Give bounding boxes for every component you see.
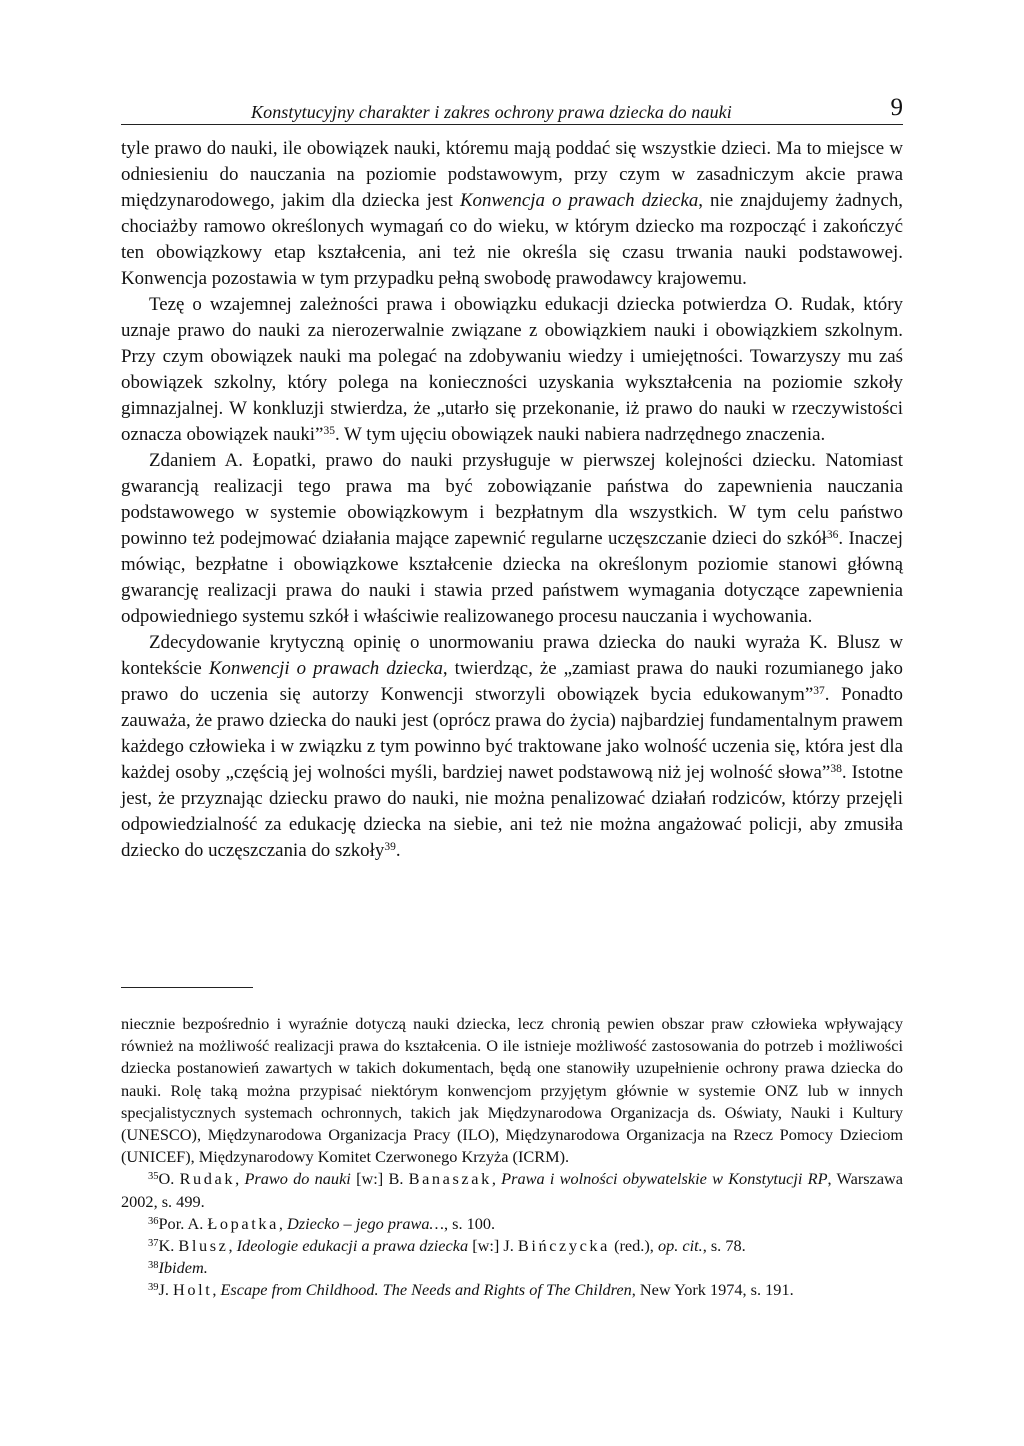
italic-title: Ideologie edukacji a prawa dziecka	[236, 1236, 469, 1256]
author-name: Banaszak	[408, 1169, 492, 1189]
text-span: . Ponadto zauważa, że prawo dziecka do nauki jest (oprócz prawa do życia) najbardziej fundamentalnym prawem każdego człowieka i w związku z tym powinno być traktowane jako wolność uczenia się, która jest dla każdej osoby „częścią jej wolności myśli, bardziej nawet podstawową niż jej wolność słowa”	[121, 684, 903, 783]
text-span: Zdecydowanie krytyczną opinię o unormowaniu prawa dziecka do nauki wyraża K. Blusz w kontekście	[121, 632, 903, 679]
paragraph-2	[121, 292, 903, 448]
footnote-ref: 37	[813, 685, 825, 697]
text-span: ,	[212, 1280, 221, 1300]
text-span: J.	[158, 1280, 173, 1300]
main-text	[121, 136, 903, 864]
text-span: ,	[228, 1236, 237, 1256]
text-span: , s. 100.	[443, 1213, 496, 1233]
footnote-separator	[121, 987, 253, 988]
author-name: Holt	[172, 1280, 213, 1300]
text-span: , New York 1974, s. 191.	[631, 1280, 794, 1300]
text-span: Tezę o wzajemnej zależności prawa i obowiązku edukacji dziecka potwierdza O. Rudak, który uznaje prawo do nauki za nierozerwalnie związane z obowiązkiem nauki i obowiązkiem szkolnym. Przy czym obowiązek nauki ma polegać na zdobywaniu wiedzy i umiejętności. Towarzyszy mu zaś obowiązek szkolny, który polega na konieczności uzyskania wykształcenia na poziomie szkoły gimnazjalnej. W konkluzji stwierdza, że „utarło się przekonanie, iż prawo do nauki w rzeczywistości oznacza obowiązek nauki”	[121, 294, 903, 445]
footnotes	[121, 1013, 903, 1302]
footnote-37	[121, 1235, 903, 1257]
text-span: . Inaczej mówiąc, bezpłatne i obowiązkowe kształcenie dziecka na określonym poziomie stanowi główną gwarancję realizacji prawa do nauki i stawia przed państwem wymagania dotyczące zapewnienia odpowiedniego systemu szkół i właściwie realizowanego procesu nauczania i wychowania.	[121, 528, 904, 627]
text-span: .	[395, 840, 401, 861]
text-span: Por. A.	[158, 1213, 208, 1233]
text-span: ,	[491, 1169, 502, 1189]
text-span: tyle prawo do nauki, ile obowiązek nauki, któremu mają poddać się wszystkie dzieci. Ma to miejsce w odniesieniu do nauczania na poziomie podstawowym, przy czym w zasadniczym akcie prawa międzynarodowego, jakim dla dziecka jest	[121, 138, 903, 211]
running-header	[121, 92, 903, 125]
footnote-number: 35	[148, 1171, 159, 1183]
text-span: O.	[158, 1169, 180, 1189]
author-name: Rudak	[179, 1169, 236, 1189]
text-span: Zdaniem A. Łopatki, prawo do nauki przysługuje w pierwszej kolejności dziecku. Natomiast gwarancją realizacji tego prawa ma być zobowiązanie państwa do zapewnienia nauczania podstawowego w systemie obowiązkowym i bezpłatnym dla wszystkich. W tym celu państwo powinno też podejmować działania mające zapewnić regularne uczęszczanie dzieci do szkół	[121, 450, 903, 549]
text-span: , Warszawa 2002, s. 499.	[121, 1169, 904, 1211]
text-span: . W tym ujęciu obowiązek nauki nabiera nadrzędnego znaczenia.	[334, 424, 826, 445]
footnote-35	[121, 1168, 903, 1212]
italic-title: Prawa i wolności obywatelskie w Konstytucji RP	[501, 1169, 828, 1189]
text-span: [w:] J.	[468, 1236, 518, 1256]
author-name: Blusz	[178, 1236, 229, 1256]
paragraph-4	[121, 630, 903, 864]
paragraph-1	[121, 136, 903, 292]
italic-title: Escape from Childhood. The Needs and Rights of The Children	[220, 1280, 632, 1300]
footnote-ref: 39	[384, 841, 396, 853]
footnote-38	[121, 1257, 903, 1279]
page-number: 9	[890, 94, 903, 121]
author-name: Bińczycka	[517, 1236, 611, 1256]
text-span: ,	[278, 1213, 288, 1233]
text-span: (red.),	[610, 1236, 658, 1256]
text-span: , twierdząc, że „zamiast prawa do nauki rozumianego jako prawo do uczenia się autorzy Konwencji stworzyli obowiązek bycia edukowanym”	[121, 658, 903, 705]
footnote-number: 39	[148, 1282, 159, 1294]
text-span: , nie znajdujemy żadnych, chociażby ramowo określonych wymagań co do wieku, w którym dziecko ma rozpocząć i zakończyć ten obowiązkowy etap kształcenia, ani też nie określa się czasu trwania nauki podstawowej. Konwencja pozostawia w tym przypadku pełną swobodę prawodawcy krajowemu.	[121, 190, 903, 289]
footnote-number: 36	[148, 1215, 159, 1227]
author-name: Łopatka	[207, 1213, 279, 1233]
text-span: [w:] B.	[350, 1169, 409, 1189]
footnote-ref: 36	[826, 529, 839, 541]
footnote-continuation: niecznie bezpośrednio i wyraźnie dotyczą nauki dziecka, lecz chronią pewien obszar praw człowieka wpływający również na możliwość realizacji prawa do kształcenia. O ile istnieje możliwość zastosowania do potrzeb i możliwości dziecka postanowień zawartych w takich dokumentach, będą one stanowiły uzupełnienie ochrony prawa dziecka do nauki. Rolę taką można przypisać niektórym konwencjom przyjętym głównie w systemie ONZ lub w innych specjalistycznych systemach ochronnych, takich jak Międzynarodowa Organizacja ds. Oświaty, Nauki i Kultury (UNESCO), Międzynarodowa Organizacja Pracy (ILO), Międzynarodowa Organizacja na Rzecz Pomocy Dzieciom (UNICEF), Międzynarodowy Komitet Czerwonego Krzyża (ICRM).	[121, 1014, 903, 1167]
footnote-number: 38	[148, 1260, 159, 1272]
paragraph-3	[121, 448, 903, 630]
italic-text: op. cit.	[657, 1236, 703, 1256]
italic-text: Ibidem.	[158, 1258, 208, 1278]
text-span: . Istotne jest, że przyznając dziecku prawo do nauki, nie można penalizować działań rodziców, którzy przejęli odpowiedzialność za edukację dziecka na siebie, ani też nie można angażować policji, aby zmusiła dziecko do uczęszczania do szkoły	[121, 762, 903, 861]
italic-title: Konwencja o prawach dziecka	[459, 190, 699, 211]
text-span: , s. 78.	[702, 1236, 746, 1256]
footnote-ref: 38	[830, 763, 842, 775]
italic-title: Dziecko – jego prawa…	[287, 1213, 444, 1233]
italic-title: Prawo do nauki	[244, 1169, 351, 1189]
footnote-number: 37	[148, 1238, 159, 1250]
text-span: K.	[158, 1236, 179, 1256]
text-span: ,	[235, 1169, 245, 1189]
footnote-39	[121, 1279, 903, 1301]
footnote-36	[121, 1213, 903, 1235]
footnote-ref: 35	[323, 425, 335, 437]
running-title: Konstytucyjny charakter i zakres ochrony prawa dziecka do nauki	[251, 102, 732, 122]
italic-title: Konwencji o prawach dziecka	[208, 658, 443, 679]
